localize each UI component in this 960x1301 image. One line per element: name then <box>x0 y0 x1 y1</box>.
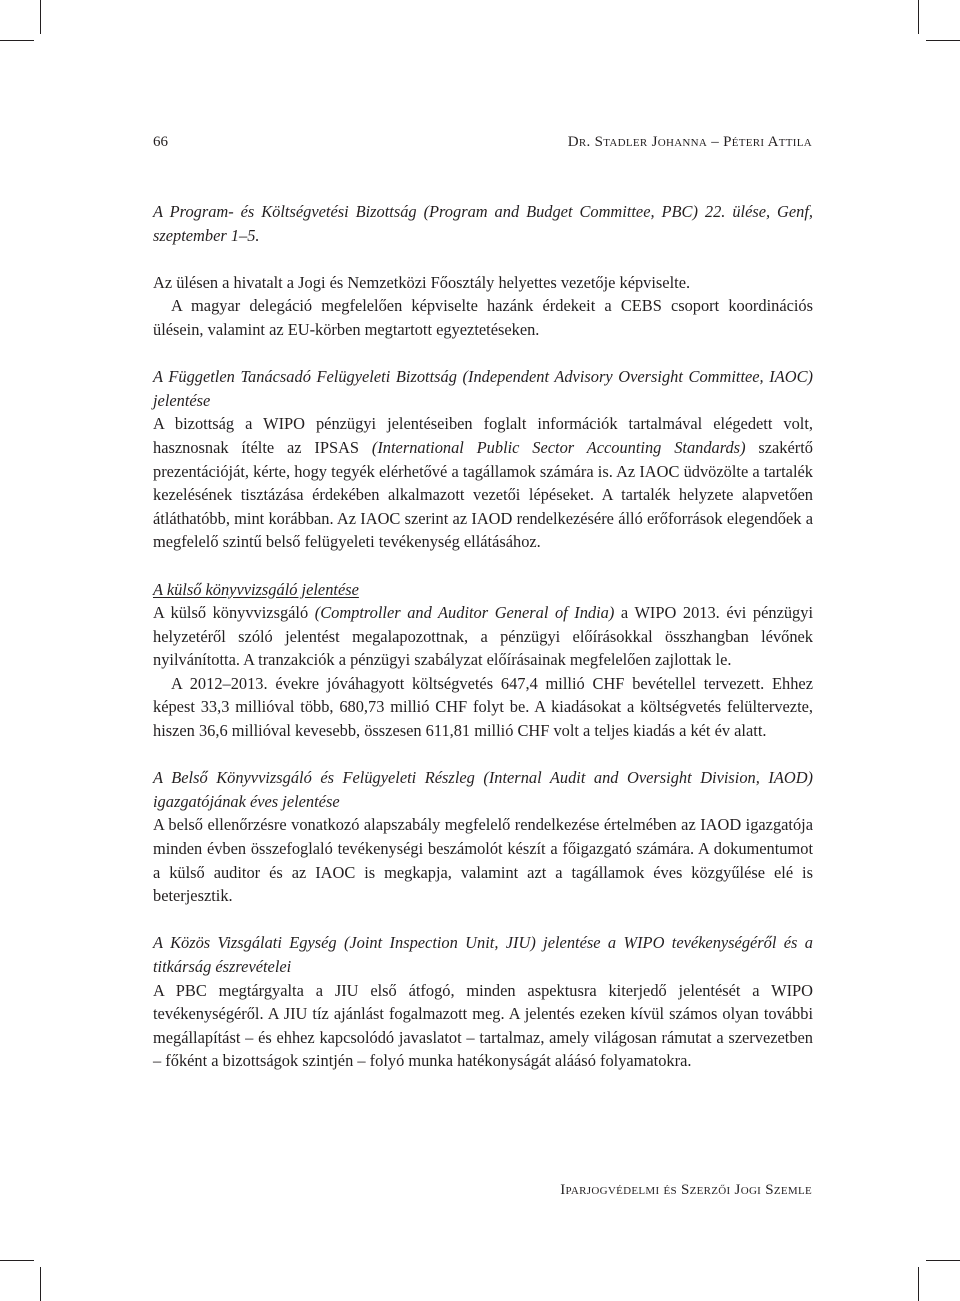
paragraph: A 2012–2013. évekre jóváhagyott költségvetés 647,4 millió CHF bevétellel tervezett. Ehhez képest 33,3 millióval több, 680,73 millió CHF folyt be. A kiadásokat a költségvetés felültervezte, hiszen 36,6 millióval kevesebb, összesen 611,81 millió CHF volt a teljes kiadás a két év alatt. <box>153 673 813 741</box>
header-authors: Dr. Stadler Johanna – Péteri Attila <box>567 134 812 150</box>
text-run-italic: (Comptroller and Auditor General of India) <box>314 603 615 623</box>
paragraph: A belső ellenőrzésre vonatkozó alapszabály megfelelő rendelkezése értelmében az IAOD igazgatója minden évben összefoglaló tevékenységi beszámolót készít a főigazgató számára. A dokumentumot a külső auditor és az IAOC is megkapja, valamint azt a tagállamok éves közgyűlése elé is beterjesztik. <box>153 815 813 906</box>
running-footer: Iparjogvédelmi és Szerzői Jogi Szemle <box>560 1182 812 1198</box>
crop-mark <box>40 0 41 34</box>
section-title-external-auditor: A külső könyvvizsgáló jelentése <box>153 579 359 599</box>
crop-mark <box>40 1267 41 1301</box>
text-run: a WIPO 2013. évi pénzügyi helyzetéről szóló jelentést megalapozottnak, a pénzügyi előírásokkal összhangban lévőnek nyilvánította. A tranzakciók a pénzügyi szabályzat előírásainak megfelelően zajlottak le. <box>153 603 813 670</box>
section-title-iaod: A Belső Könyvvizsgáló és Felügyeleti Részleg (Internal Audit and Oversight Division, IAOD) igazgatójának éves jelentése <box>153 768 813 811</box>
text-run: A bizottság a WIPO pénzügyi jelentéseiben foglalt információk tartalmával elégedett volt, hasznosnak ítélte az IPSAS <box>153 414 813 457</box>
crop-mark <box>0 1260 34 1261</box>
paragraph <box>153 412 813 554</box>
text-run-italic: (International Public Sector Accounting Standards) <box>371 437 746 457</box>
crop-mark <box>918 1267 919 1301</box>
text-run: A külső könyvvizsgáló <box>153 603 315 623</box>
crop-mark <box>926 40 960 41</box>
paragraph: A magyar delegáció megfelelően képviselte hazánk érdekeit a CEBS csoport koordinációs ülésein, valamint az EU-körben megtartott egyeztetéseken. <box>153 296 813 339</box>
paragraph: A PBC megtárgyalta a JIU első átfogó, minden aspektusra kiterjedő jelentését a WIPO tevékenységéről. A JIU tíz ajánlást fogalmazott meg. A jelentés ezeken kívül számos olyan további megállapítást – és ehhez kapcsolódó javaslatot – tartalmaz, amely világosan rámutat a szervezetben – főként a bizottságok szintjén – folyó munka hatékonyságát aláásó folyamatokra. <box>153 980 813 1071</box>
crop-mark <box>926 1260 960 1261</box>
section-title-pbc: A Program- és Költségvetési Bizottság (Program and Budget Committee, PBC) 22. ülése, Genf, szeptember 1–5. <box>153 202 813 245</box>
running-header <box>153 134 812 151</box>
section-title-jiu: A Közös Vizsgálati Egység (Joint Inspection Unit, JIU) jelentése a WIPO tevékenységéről és a titkárság észrevételei <box>153 933 813 976</box>
text-run: szakértő prezentációját, kérte, hogy tegyék elérhetővé a tagállamok számára is. Az IAOC üdvözölte a tartalék kezelésének tisztázása érdekében alkalmazott vezetői lépéseket. A tartalék helyzete alapvetően átláthatóbb, mint korábban. Az IAOC szerint az IAOD rendelkezésére álló erőforrások elegendőek a megfelelő szintű belső felügyeleti tevékenység ellátásához. <box>153 437 813 552</box>
crop-mark <box>918 0 919 34</box>
page-body <box>153 200 813 1073</box>
paragraph <box>153 601 813 672</box>
page-number: 66 <box>153 134 168 150</box>
paragraph: Az ülésen a hivatalt a Jogi és Nemzetközi Főosztály helyettes vezetője képviselte. <box>153 272 691 292</box>
crop-mark <box>0 40 34 41</box>
section-title-iaoc: A Független Tanácsadó Felügyeleti Bizottság (Independent Advisory Oversight Committee, IAOC) jelentése <box>153 367 813 410</box>
